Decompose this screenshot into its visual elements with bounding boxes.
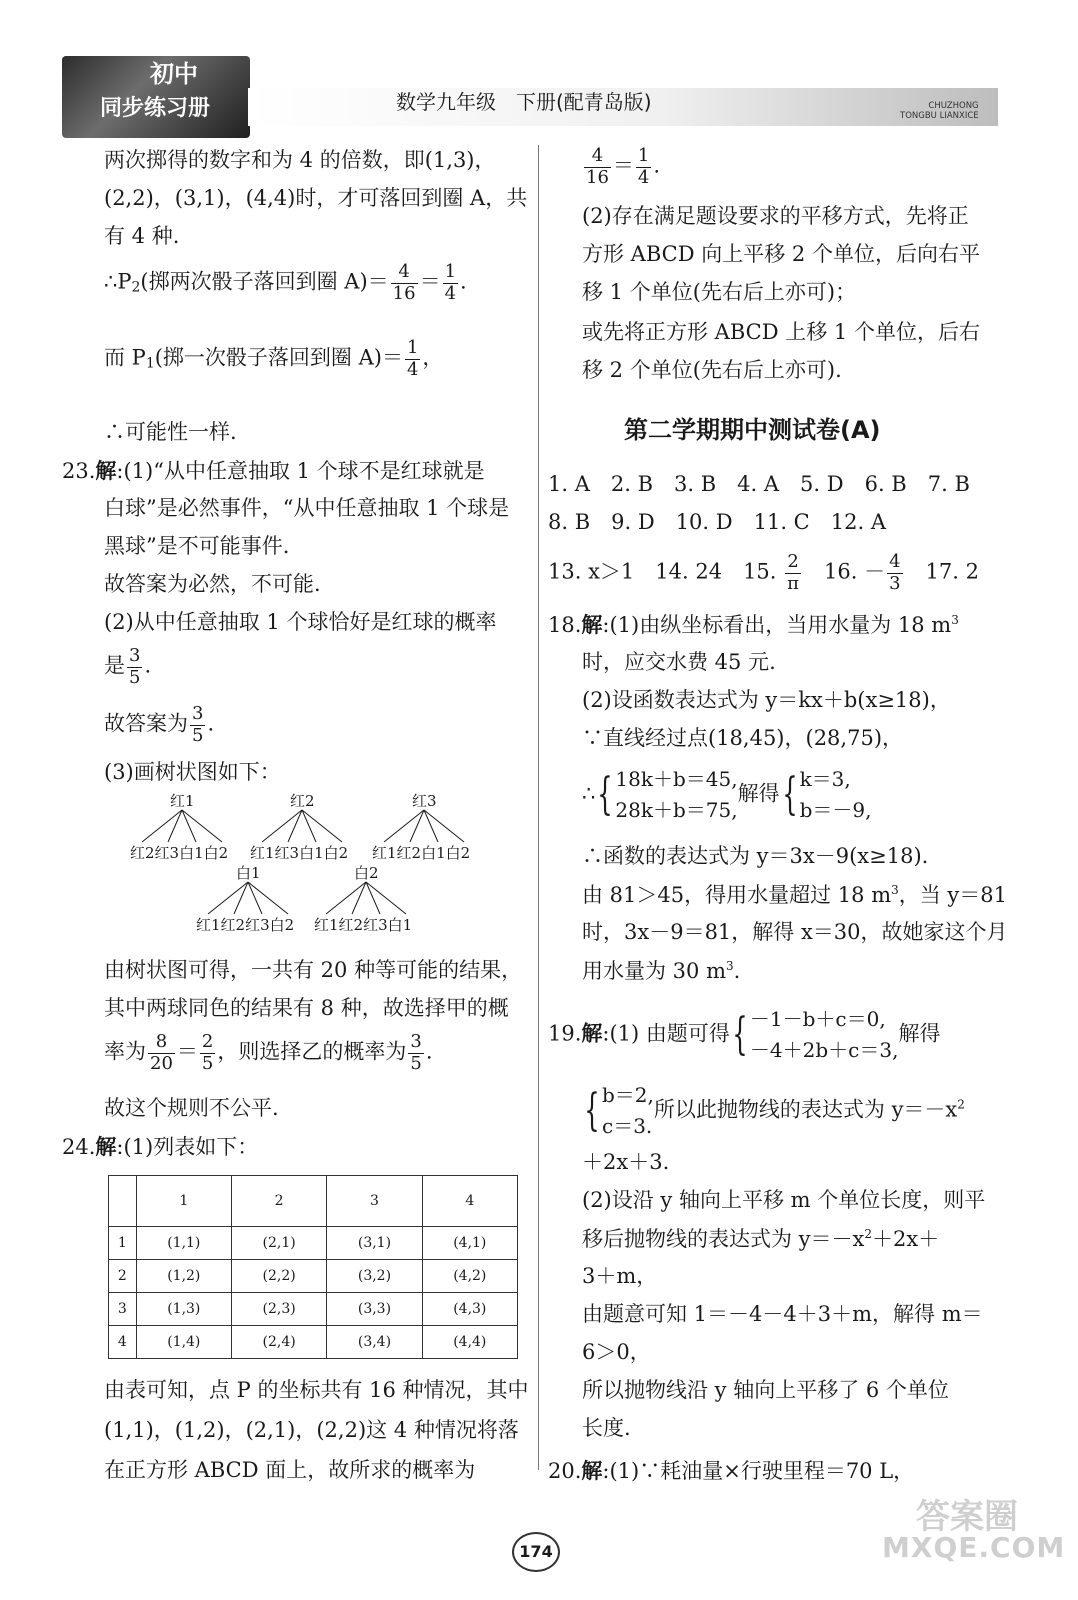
equation-system (800, 764, 872, 826)
table-row (109, 1326, 518, 1359)
text: :(1) 由题可得 (602, 1021, 730, 1046)
text-line: 6＞0， (582, 1340, 651, 1364)
tree-leaves-top-1: 红2红3白1白2 (130, 844, 229, 862)
text: 移后抛物线的表达式为 y＝－x (582, 1227, 865, 1251)
text-line: ∴函数的表达式为 y＝3x－9(x≥18). (582, 844, 929, 868)
text: ＋2x＋ (872, 1227, 940, 1251)
superscript: 2 (957, 1097, 965, 1112)
text-line: 3＋m， (582, 1264, 658, 1288)
text-line: (2)存在满足题设要求的平移方式，先将正 (582, 204, 969, 228)
text: :(1)“从中任意抽取 1 个球不是红球就是 (116, 459, 485, 483)
text-line: (2)从中任意抽取 1 个球恰好是红球的概率 (104, 610, 497, 634)
denominator: 16 (586, 166, 609, 188)
punct: . (207, 711, 215, 736)
punct: . (460, 269, 467, 294)
table-cell: (4,2) (422, 1260, 517, 1293)
equation: 18k＋b＝45, (615, 767, 738, 791)
table-cell: (2,4) (231, 1326, 326, 1359)
text: ∴ (582, 781, 596, 806)
watermark (882, 1497, 1066, 1590)
fraction (584, 146, 611, 188)
column-divider (538, 145, 539, 1470)
tree-root-top-1: 红1 (170, 792, 195, 810)
table-cell: (2,3) (231, 1293, 326, 1326)
text: 率为 (104, 1039, 146, 1064)
denominator: 4 (406, 358, 419, 380)
watermark-url: MXQE.COM (882, 1531, 1066, 1564)
superscript: 3 (726, 959, 734, 973)
p1-text: (掷一次骰子落回到圈 A)＝ (154, 345, 403, 370)
numerator: 2 (785, 552, 801, 574)
tree-root-top-3: 红3 (412, 792, 437, 810)
denominator: 5 (129, 666, 141, 688)
numerator: 3 (129, 645, 141, 666)
text-line: 方形 ABCD 向上平移 2 个单位，后向右平 (582, 242, 980, 266)
table-cell (109, 1176, 137, 1227)
page-number: 174 (512, 1532, 560, 1572)
fraction (405, 338, 420, 380)
text-line: 在正方形 ABCD 面上，故所求的概率为 (104, 1458, 476, 1482)
equation: b＝－9, (799, 798, 872, 822)
fraction (391, 262, 418, 304)
numerator: 1 (444, 261, 457, 282)
numerator: 4 (889, 551, 901, 572)
equation: －4＋2b＋c＝3, (749, 1038, 899, 1062)
text: :(1)列表如下： (116, 1135, 259, 1159)
denominator: 16 (392, 282, 416, 304)
denominator: 5 (192, 724, 204, 746)
probability-p2-line (104, 262, 467, 304)
table-cell: 3 (327, 1176, 422, 1227)
fraction (408, 1032, 423, 1074)
text: ，则选择乙的概率为 (217, 1039, 407, 1064)
question-number: 18. (548, 613, 582, 637)
page-header-title: 数学九年级 下册(配青岛版) (396, 90, 652, 114)
text-line: (1,1)，(1,2)，(2,1)，(2,2)这 4 种情况将落 (104, 1418, 519, 1442)
fraction (887, 552, 902, 594)
text-line: 由树状图可得，一共有 20 种等可能的结果， (104, 958, 523, 982)
denominator: 5 (201, 1052, 214, 1074)
brace: { (584, 1085, 600, 1137)
text-line: 时，应交水费 45 元. (582, 650, 776, 674)
text-line: 所以抛物线沿 y 轴向上平移了 6 个单位 (582, 1378, 949, 1402)
text: 13. x＞1 14. 24 15. (548, 559, 784, 584)
denominator: 5 (410, 1052, 422, 1074)
question-number: 20. (548, 1459, 582, 1483)
tree-branches (142, 810, 464, 914)
text: ，当 y＝81 (898, 883, 1008, 907)
table-cell: (3,4) (327, 1326, 422, 1359)
logo-bottom-text: 同步练习册 (100, 96, 211, 121)
numerator: 2 (201, 1031, 214, 1052)
table-cell: (2,1) (231, 1227, 326, 1260)
punct: . (144, 653, 152, 678)
table-cell: (3,2) (327, 1260, 422, 1293)
equation: c＝3. (602, 1114, 653, 1138)
probability-p1-line (104, 338, 443, 380)
table-cell: (1,1) (136, 1227, 231, 1260)
fraction (785, 552, 801, 594)
text: 17. 2 (904, 559, 979, 584)
text-line (582, 884, 1007, 906)
text: :(1)由纵坐标看出，当用水量为 18 m (602, 613, 952, 637)
tree-leaves-bottom-2: 红1红2红3白1 (314, 916, 413, 934)
superscript: 3 (891, 883, 899, 897)
equals: ＝ (176, 1039, 198, 1064)
text-line: ∴可能性一样. (104, 420, 237, 444)
coordinate-table (108, 1175, 518, 1359)
fraction (127, 646, 142, 688)
table-row (109, 1260, 518, 1293)
question-24 (62, 1136, 258, 1158)
text-line: 或先将正方形 ABCD 上移 1 个单位，后右 (582, 320, 980, 344)
header-english (900, 102, 979, 122)
text-line (582, 1228, 939, 1250)
numerator: 1 (637, 145, 650, 166)
text-line: ∵直线经过点(18,45)，(28,75)， (582, 726, 904, 750)
text-line: 由表可知，点 P 的坐标共有 16 种情况，其中 (104, 1378, 529, 1402)
brace: { (597, 769, 614, 821)
text-line: 时，3x－9＝81，解得 x＝30，故她家这个月 (582, 920, 1008, 944)
text: 用水量为 30 m (582, 959, 726, 983)
numerator: 8 (148, 1032, 175, 1054)
answers-line-2: 8. B 9. D 10. D 11. C 12. A (548, 510, 886, 534)
header-english-line1: CHUZHONG (928, 101, 979, 111)
table-cell: (4,1) (422, 1227, 517, 1260)
question-18 (548, 614, 959, 636)
table-cell: 2 (231, 1176, 326, 1227)
text: 所以此抛物线的表达式为 y＝－x (653, 1097, 958, 1122)
text-line: 移 1 个单位(先右后上亦可)； (582, 280, 857, 304)
tree-root-bottom-2: 白2 (354, 864, 379, 882)
equals: ＝ (612, 153, 634, 178)
table-cell: 1 (109, 1227, 137, 1260)
question-20 (548, 1460, 914, 1482)
equation-system (615, 764, 737, 826)
p2-subscript: 2 (131, 279, 141, 296)
p1-subscript: 1 (145, 355, 155, 372)
numerator: 4 (391, 262, 418, 284)
text-line: 白球”是必然事件，“从中任意抽取 1 个球是 (104, 496, 510, 520)
fraction (200, 1032, 215, 1074)
tree-leaves-top-3: 红1红2白1白2 (372, 844, 471, 862)
text-line: 移 2 个单位(先右后上亦可). (582, 358, 842, 382)
question-number: 19. (548, 1021, 582, 1046)
text-line (582, 960, 740, 982)
denominator: 20 (150, 1052, 173, 1074)
table-row (109, 1293, 518, 1326)
fraction (443, 262, 458, 304)
equation-system (750, 1004, 899, 1066)
table-cell: 4 (422, 1176, 517, 1227)
equation: b＝2, (602, 1083, 654, 1107)
question-number: 24. (62, 1135, 96, 1159)
equation: 28k＋b＝75, (615, 798, 738, 822)
text: 解得 (898, 1021, 941, 1046)
superscript: 3 (951, 613, 959, 627)
answers-line-3 (548, 552, 979, 594)
text: 解得 (737, 781, 780, 806)
denominator: 4 (637, 166, 650, 188)
text-line: (2)设函数表达式为 y＝kx＋b(x≥18)， (582, 688, 951, 712)
table-cell: (4,3) (422, 1293, 517, 1326)
watermark-text: 答案圈 (916, 1497, 1018, 1537)
text-line (582, 146, 660, 188)
solution-mark: 解 (95, 458, 117, 483)
question-23 (62, 460, 485, 482)
punct: . (653, 153, 661, 178)
superscript: 2 (864, 1227, 873, 1241)
punct: . (425, 1039, 433, 1064)
numerator: 4 (584, 146, 611, 168)
numerator: 3 (410, 1031, 422, 1052)
table-row (109, 1227, 518, 1260)
text: 故答案为 (104, 711, 188, 736)
table-cell: 4 (109, 1326, 137, 1359)
tree-diagram (130, 790, 510, 940)
question-19 (548, 1004, 940, 1066)
text-line: (2,2)，(3,1)，(4,4)时，才可落回到圈 A，共 (104, 186, 528, 210)
table-cell: 3 (109, 1293, 137, 1326)
table-cell: (2,2) (231, 1260, 326, 1293)
text-line (582, 1080, 965, 1142)
tree-root-bottom-1: 白1 (236, 864, 261, 882)
text-line: 其中两球同色的结果有 8 种，故选择甲的概 (104, 996, 509, 1020)
tree-leaves-top-2: 红1红3白1白2 (250, 844, 349, 862)
text-line (104, 704, 214, 746)
p2-text: (掷两次骰子落回到圈 A)＝ (140, 269, 389, 294)
numerator: 1 (406, 337, 419, 358)
text-line: 黑球”是不可能事件. (104, 534, 290, 558)
solution-mark: 解 (581, 1458, 603, 1483)
text: 由 81＞45，得用水量超过 18 m (582, 883, 892, 907)
text-line: (2)设沿 y 轴向上平移 m 个单位长度，则平 (582, 1188, 986, 1212)
fraction (190, 704, 205, 746)
punct: ， (422, 345, 444, 370)
denominator: 4 (444, 282, 457, 304)
text: :(1)∵耗油量×行驶里程＝70 L， (602, 1459, 915, 1483)
denominator: 3 (889, 572, 901, 594)
solution-mark: 解 (95, 1134, 117, 1159)
fraction (636, 146, 651, 188)
denominator: π (787, 572, 799, 594)
solution-mark: 解 (581, 1020, 603, 1046)
p1-prefix: 而 P (104, 345, 146, 370)
text-line: 两次掷得的数字和为 4 的倍数，即(1,3)， (104, 148, 496, 172)
text-line: 由题意可知 1＝－4－4＋3＋m，解得 m＝ (582, 1302, 983, 1326)
solution-mark: 解 (581, 612, 603, 637)
logo-top-text: 初中 (150, 60, 198, 88)
answers-line-1: 1. A 2. B 3. B 4. A 5. D 6. B 7. B (548, 472, 970, 496)
table-cell: (1,3) (136, 1293, 231, 1326)
tree-root-top-2: 红2 (290, 792, 315, 810)
text: 是 (104, 653, 125, 678)
brace: { (781, 769, 798, 821)
text: 16. － (803, 559, 886, 584)
equation: －1－b＋c＝0, (749, 1007, 886, 1031)
text-line: (3)画树状图如下： (104, 760, 281, 784)
question-number: 23. (62, 459, 96, 483)
table-cell: (3,1) (327, 1227, 422, 1260)
brace: { (732, 1009, 748, 1061)
table-cell: 2 (109, 1260, 137, 1293)
fraction (148, 1032, 175, 1074)
text: . (733, 959, 741, 983)
header-english-line2: TONGBU LIANXICE (900, 110, 979, 121)
section-title: 第二学期期中测试卷(A) (624, 416, 881, 444)
table-cell: 1 (136, 1176, 231, 1227)
equation-system (602, 1080, 654, 1142)
text-line: 故答案为必然，不可能. (104, 572, 321, 596)
text-line: 故这个规则不公平. (104, 1096, 279, 1120)
p2-prefix: ∴P (104, 269, 132, 294)
table-header-row (109, 1176, 518, 1227)
table-cell: (1,2) (136, 1260, 231, 1293)
equals: ＝ (419, 269, 441, 294)
table-cell: (4,4) (422, 1326, 517, 1359)
numerator: 3 (192, 703, 204, 724)
text-line: 有 4 种. (104, 224, 180, 248)
equation-system-line (582, 764, 871, 826)
table-cell: (1,4) (136, 1326, 231, 1359)
table-cell: (3,3) (327, 1293, 422, 1326)
text-line: 长度. (582, 1416, 631, 1440)
equation: k＝3, (799, 767, 851, 791)
text-line: ＋2x＋3. (582, 1150, 670, 1174)
text-line (104, 1032, 433, 1074)
text-line (104, 646, 151, 688)
series-logo (62, 56, 250, 138)
tree-leaves-bottom-1: 红1红2红3白2 (196, 916, 295, 934)
